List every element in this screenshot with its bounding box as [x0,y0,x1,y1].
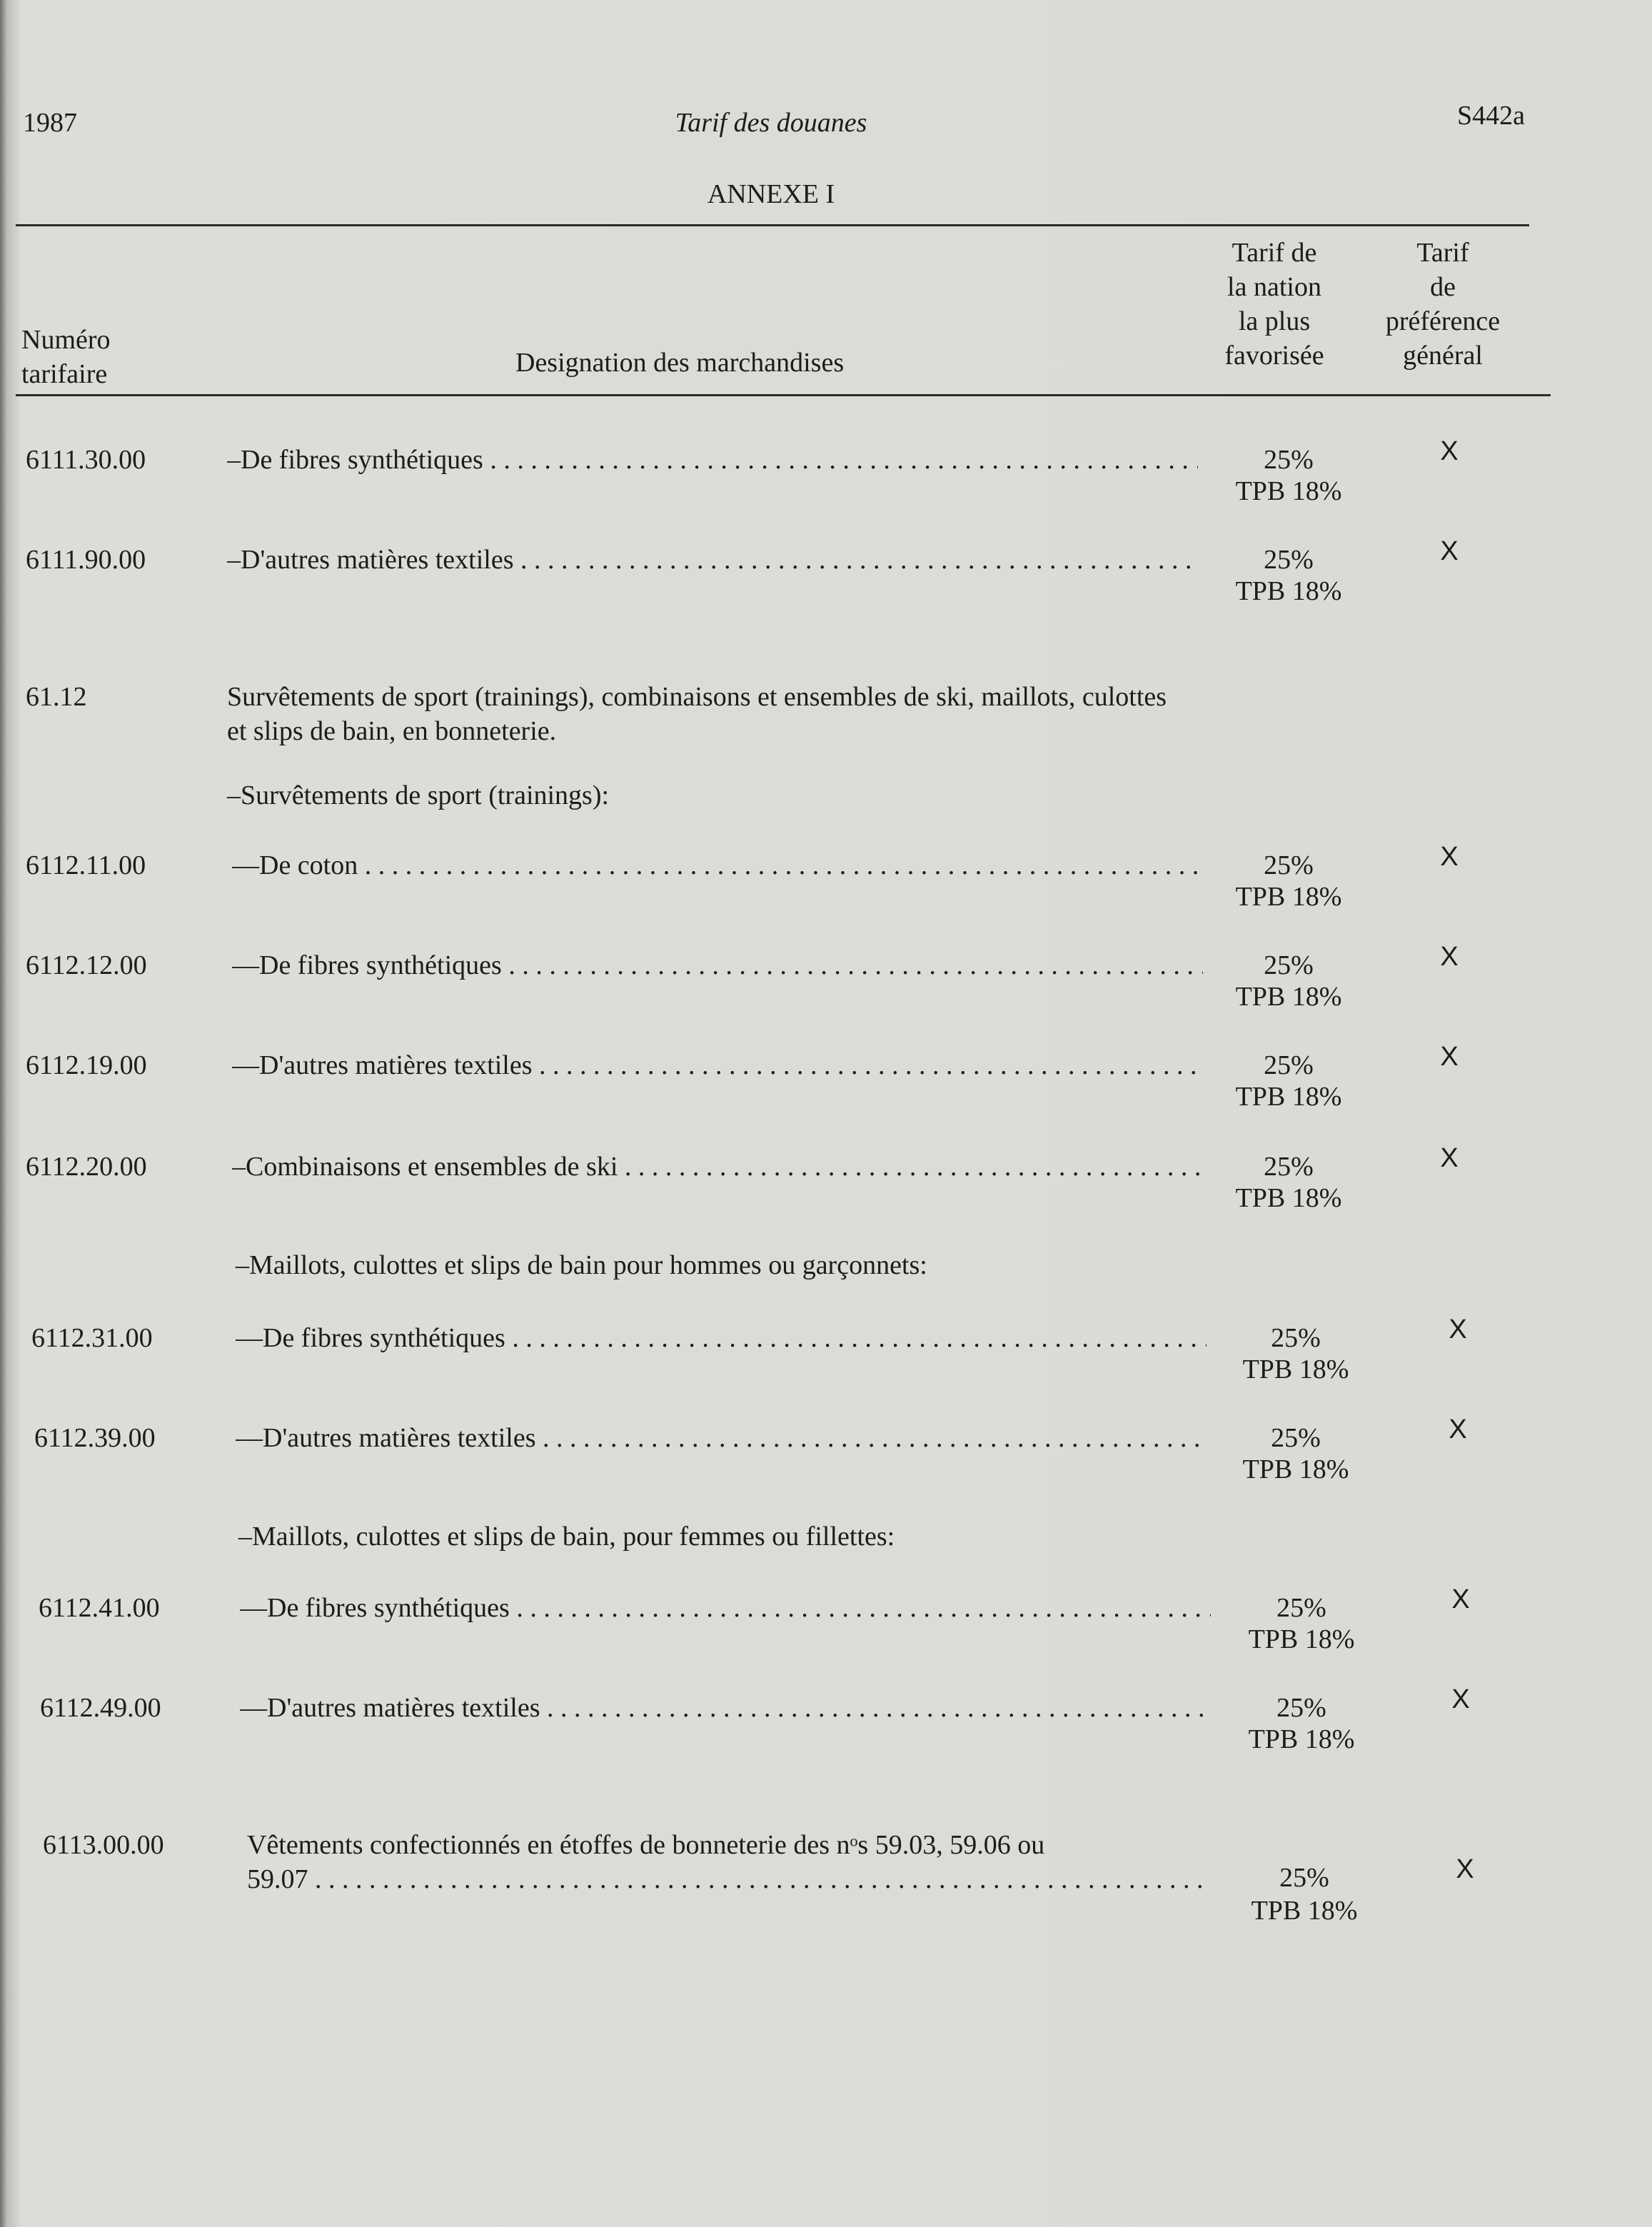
column-header-tariff-number [21,323,111,391]
tpb-rate: TPB 18% [1235,1082,1342,1112]
item-description: Vêtements confectionnés en étoffes de bonneterie des nᵒs 59.03, 59.06 ou [247,1830,1045,1860]
column-header-line: Tarif de [1232,238,1317,268]
tpb-rate: TPB 18% [1235,982,1342,1012]
item-description: ––D'autres matières textiles . . . [232,1048,1203,1082]
item-description: ––De fibres synthétiques . . . [232,948,1203,982]
annex-heading: ANNEXE I [707,179,835,209]
gpt-mark: X [1456,1854,1474,1884]
column-header-mfn [1214,236,1335,373]
sub-heading: –Survêtements de sport (trainings): [227,780,610,810]
column-header-line: général [1403,341,1483,371]
tpb-rate: TPB 18% [1242,1454,1349,1484]
mfn-rate: 25% [1271,1423,1321,1453]
tariff-number: 61.12 [26,682,87,712]
item-description: –D'autres matières textiles . . . [227,543,1198,577]
mfn-rate: 25% [1276,1593,1326,1623]
item-description: –De fibres synthétiques . . . [227,443,1198,477]
column-header-line: favorisée [1224,341,1324,371]
column-header-description: Designation des marchandises [515,348,845,378]
gpt-mark: X [1440,842,1459,872]
tariff-number: 6111.90.00 [26,545,146,575]
page-year: 1987 [23,108,77,138]
column-header-line: de [1430,272,1456,302]
item-description: ––D'autres matières textiles . . . [240,1691,1211,1725]
sub-heading: –Maillots, culottes et slips de bain, pour femmes ou fillettes: [238,1522,895,1552]
tpb-rate: TPB 18% [1235,882,1342,912]
tpb-rate: TPB 18% [1248,1624,1355,1654]
tariff-number: 6112.11.00 [26,850,146,880]
gpt-mark: X [1449,1314,1467,1344]
item-description: ––De coton . . . [232,848,1203,883]
gpt-mark: X [1440,536,1459,566]
tariff-number: 6112.19.00 [26,1050,147,1080]
item-description: –Combinaisons et ensembles de ski . . . [232,1150,1203,1184]
mfn-rate: 25% [1276,1693,1326,1723]
tariff-number: 6111.30.00 [26,445,146,475]
tpb-rate: TPB 18% [1235,476,1342,506]
tpb-rate: TPB 18% [1235,1183,1342,1213]
gpt-mark: X [1451,1684,1470,1714]
column-header-line: Tarif [1416,238,1469,268]
mfn-rate: 25% [1264,850,1314,880]
tariff-number: 6112.41.00 [39,1593,160,1623]
tpb-rate: TPB 18% [1235,576,1342,606]
tariff-number: 6113.00.00 [43,1830,164,1860]
gpt-mark: X [1449,1414,1467,1444]
mfn-rate: 25% [1264,1050,1314,1080]
tariff-number: 6112.20.00 [26,1152,147,1182]
header-rule [16,394,1551,396]
tpb-rate: TPB 18% [1248,1724,1355,1754]
gpt-mark: X [1440,1143,1459,1173]
item-description: ––D'autres matières textiles . . . [236,1421,1207,1455]
mfn-rate: 25% [1271,1323,1321,1353]
top-rule [16,224,1529,226]
item-description: ––De fibres synthétiques . . . [236,1321,1207,1355]
column-header-line: la plus [1238,306,1311,336]
tariff-number: 6112.49.00 [40,1693,161,1723]
tariff-number: 6112.39.00 [34,1423,156,1453]
mfn-rate: 25% [1264,545,1314,575]
page-code: S442a [1457,101,1525,131]
gpt-mark: X [1440,942,1459,972]
item-description: ––De fibres synthétiques . . . [240,1591,1211,1625]
item-description-continued: 59.07 . . . [247,1862,1211,1896]
mfn-rate: 25% [1279,1863,1329,1893]
tariff-number: 6112.12.00 [26,950,147,980]
mfn-rate: 25% [1264,1152,1314,1182]
mfn-rate: 25% [1264,950,1314,980]
tariff-number: 6112.31.00 [31,1323,153,1353]
page-title: Tarif des douanes [675,108,867,138]
tpb-rate: TPB 18% [1242,1354,1349,1384]
item-description: Survêtements de sport (trainings), combinaisons et ensembles de ski, maillots, culottes et slips de bain, en bonneterie. [227,682,1167,746]
column-header-line: la nation [1227,272,1321,302]
gpt-mark: X [1440,436,1459,466]
column-header-line: préférence [1385,306,1501,336]
sub-heading: –Maillots, culottes et slips de bain pour hommes ou garçonnets: [236,1250,927,1280]
gpt-mark: X [1440,1042,1459,1072]
mfn-rate: 25% [1264,445,1314,475]
tpb-rate: TPB 18% [1251,1896,1358,1926]
gpt-mark: X [1451,1584,1470,1614]
column-header-line: Numéro [21,325,111,355]
column-header-gpt [1361,236,1525,373]
column-header-line: tarifaire [21,359,108,389]
